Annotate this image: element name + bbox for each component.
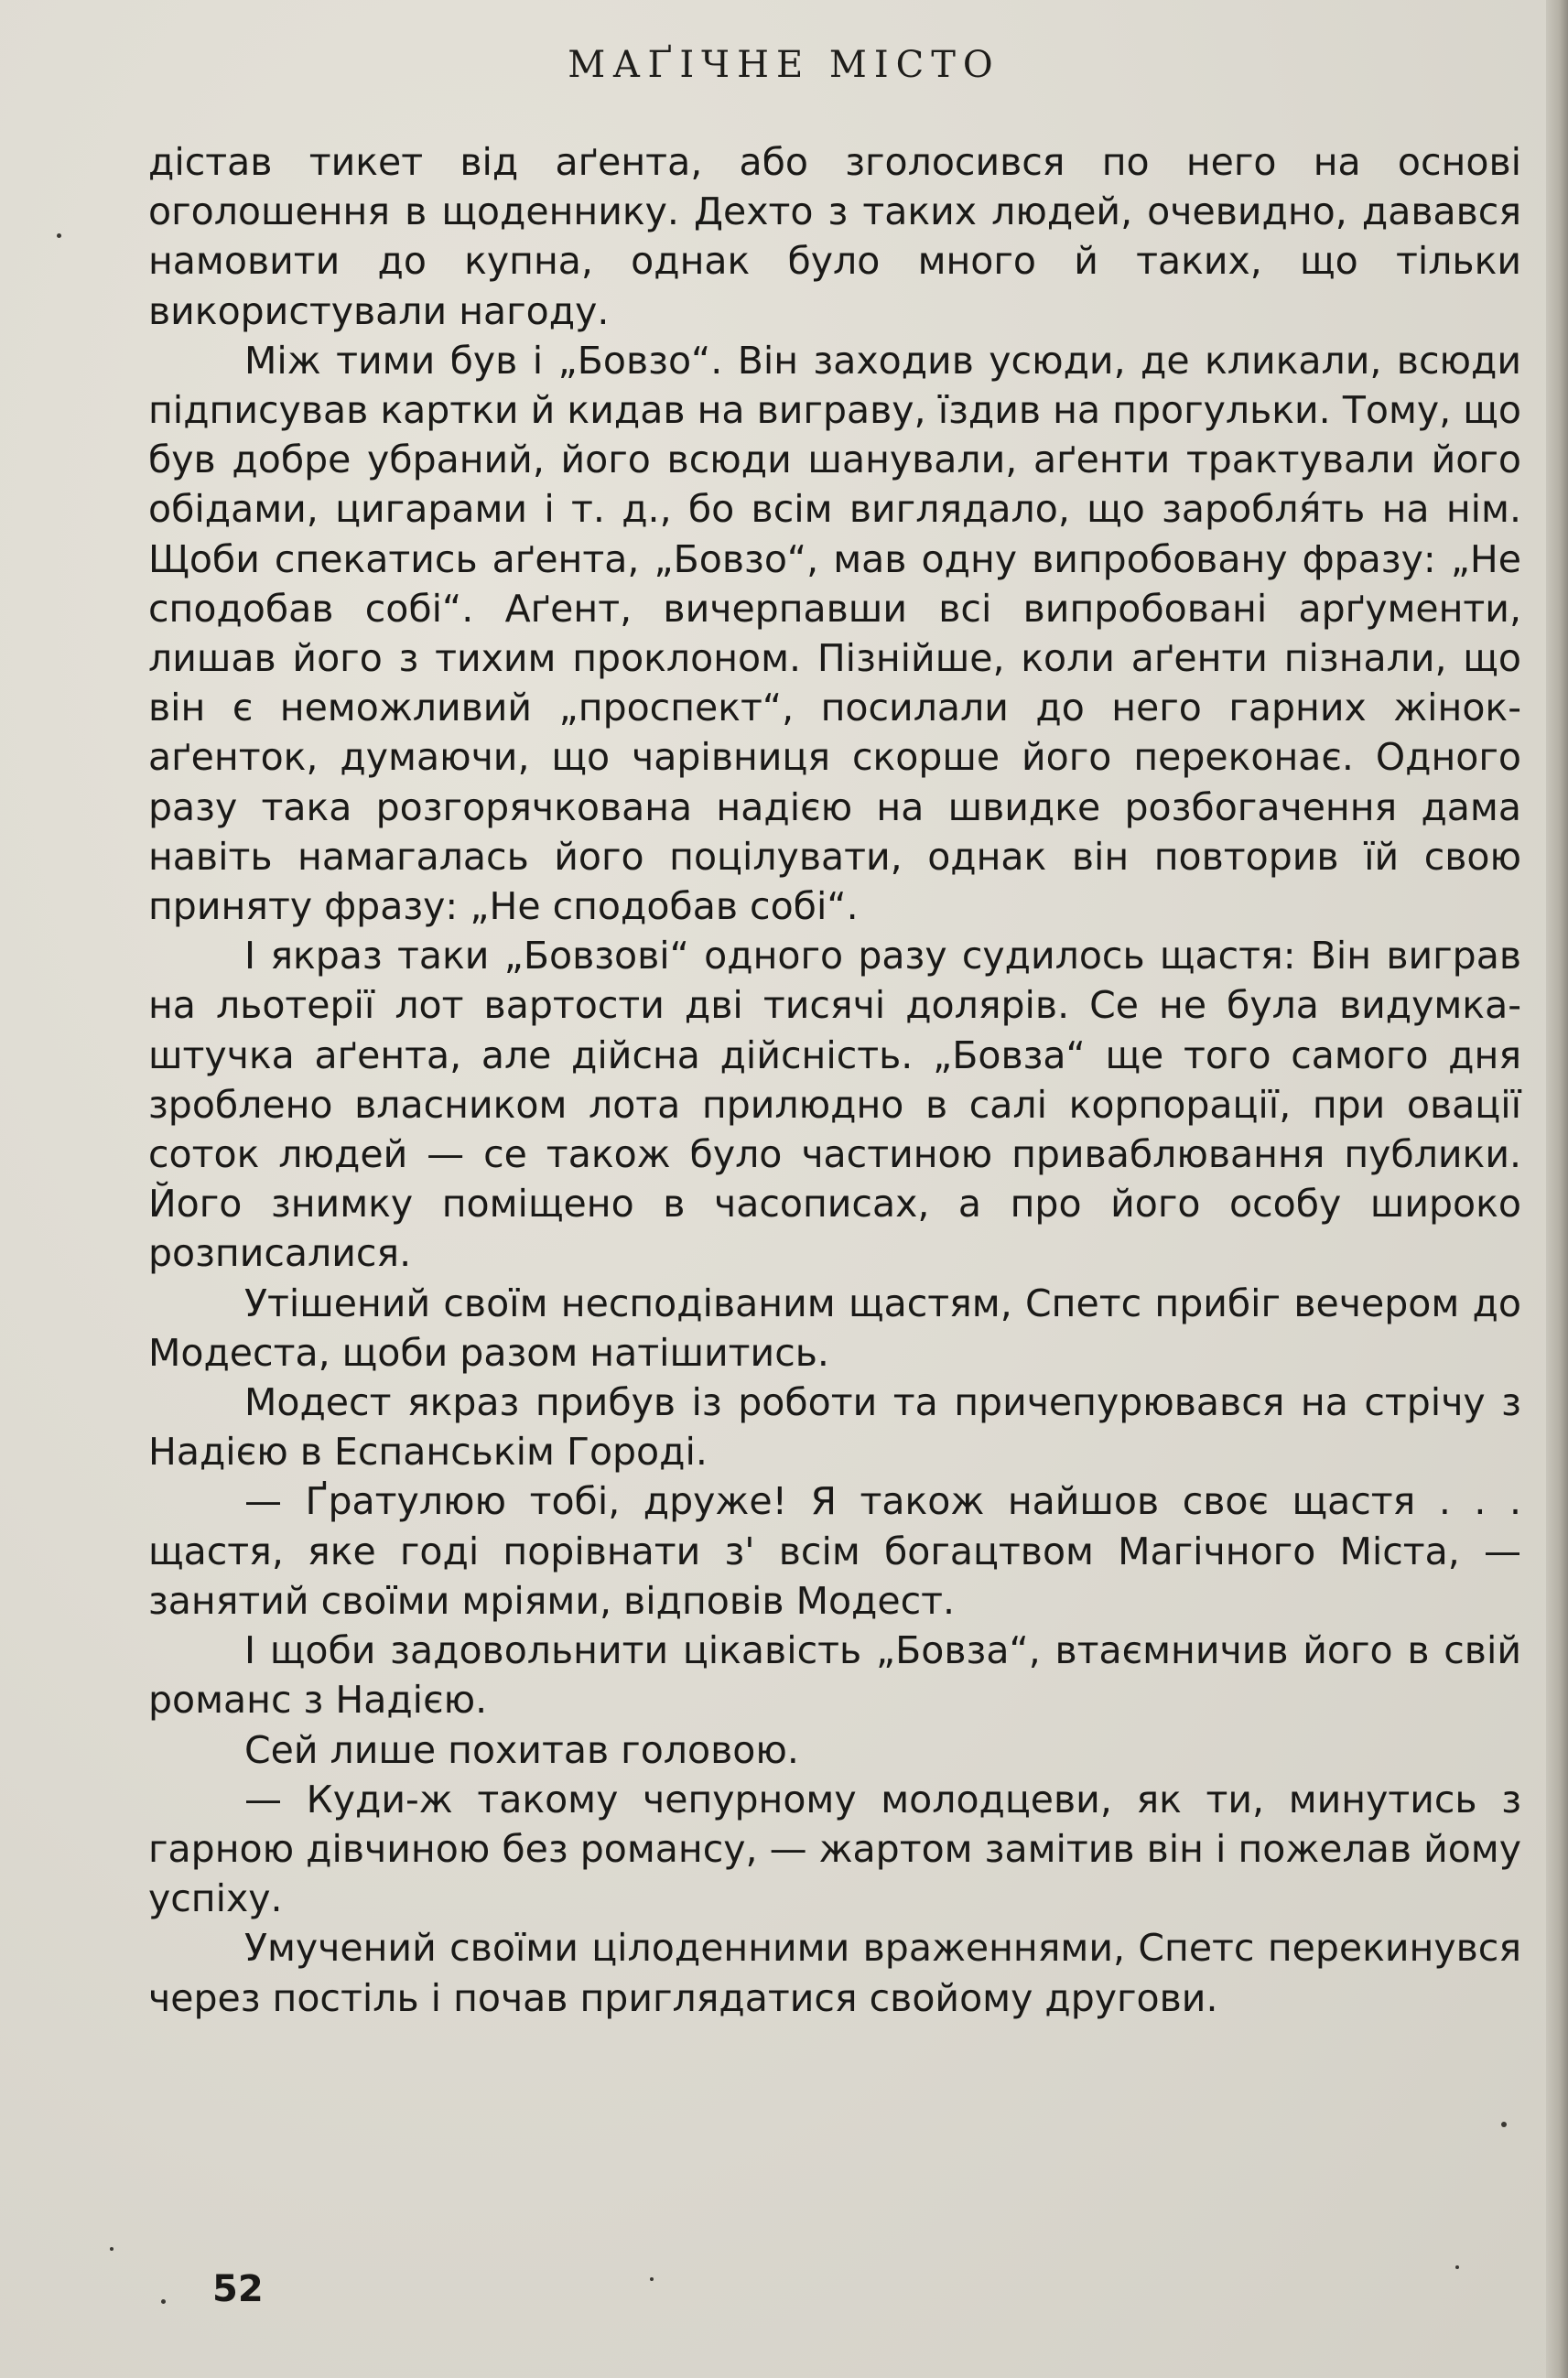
paragraph-5: Модест якраз прибув із роботи та причепурювався на стрічу з Надією в Еспанськім Городі.	[148, 1380, 1521, 1475]
body-text	[148, 137, 1521, 2023]
page-number: 52	[212, 2268, 264, 2310]
dust-speck	[1455, 2265, 1459, 2269]
dust-speck	[57, 233, 61, 238]
paragraph-4: Утішений своїм несподіваним щастям, Спетс прибіг вечером до Модеста, щоби разом натішитись.	[148, 1281, 1521, 1375]
paragraph-10: Умучений своїми цілоденними враженнями, Спетс перекинувся через постіль і почав приглядатися свойому другови.	[148, 1926, 1521, 2020]
dust-speck	[161, 2299, 166, 2304]
paragraph-3: І якраз таки „Бовзові“ одного разу судилось щастя: Він виграв на льотерії лот вартости дві тисячі долярів. Се не була видумка-штучка аґента, але дійсна дійсність. „Бовза“ ще того самого дня зроблено власником лота прилюдно в салі корпорації, при овації соток людей — се також було частиною приваблювання публики. Його знимку поміщено в часописах, а про його особу широко розписалися.	[148, 934, 1521, 1276]
running-head: МАҐІЧНЕ МІСТО	[568, 44, 1000, 86]
page-edge-shadow	[1546, 0, 1568, 2378]
paragraph-9: — Куди-ж такому чепурному молодцеви, як ти, минутись з гарною дівчиною без романсу, — жартом замітив він і пожелав йому успіху.	[148, 1777, 1521, 1921]
paragraph-2: Між тими був і „Бовзо“. Він заходив усюди, де кликали, всюди підписував картки й кидав на виграву, їздив на прогульки. Тому, що був добре убраний, його всюди шанували, аґенти трактували його обідами, цигарами і т. д., бо всім виглядало, що заробля́ть на нім. Щоби спекатись аґента, „Бовзо“, мав одну випробовану фразу: „Не сподобав собі“. Аґент, вичерпавши всі випробовані арґументи, лишав його з тихим проклоном. Пізнійше, коли аґенти пізнали, що він є неможливий „проспект“, посилали до него гарних жінок-аґенток, думаючи, що чарівниця скорше його переконає. Одного разу така розгорячкована надією на швидке розбогачення дама навіть намагалась його поцілувати, однак він повторив їй свою приняту фразу: „Не сподобав собі“.	[148, 338, 1521, 929]
paragraph-7: І щоби задовольнити цікавість „Бовза“, втаємничив його в свій романс з Надією.	[148, 1628, 1521, 1723]
dust-speck	[650, 2277, 654, 2281]
paragraph-6: — Ґратулюю тобі, друже! Я також найшов своє щастя . . . щастя, яке годі порівнати з' всім богацтвом Магічного Міста, — занятий своїми мріями, відповів Модест.	[148, 1479, 1521, 1623]
paragraph-8: Сей лише похитав головою.	[244, 1727, 799, 1772]
dust-speck	[110, 2247, 114, 2251]
paragraph-1: дістав тикет від аґента, або зголосився по него на основі оголошення в щоденнику. Дехто з таких людей, очевидно, давався намовити до купна, однак було много й таких, що тільки використували нагоду.	[148, 140, 1521, 333]
dust-speck	[1501, 2122, 1507, 2127]
